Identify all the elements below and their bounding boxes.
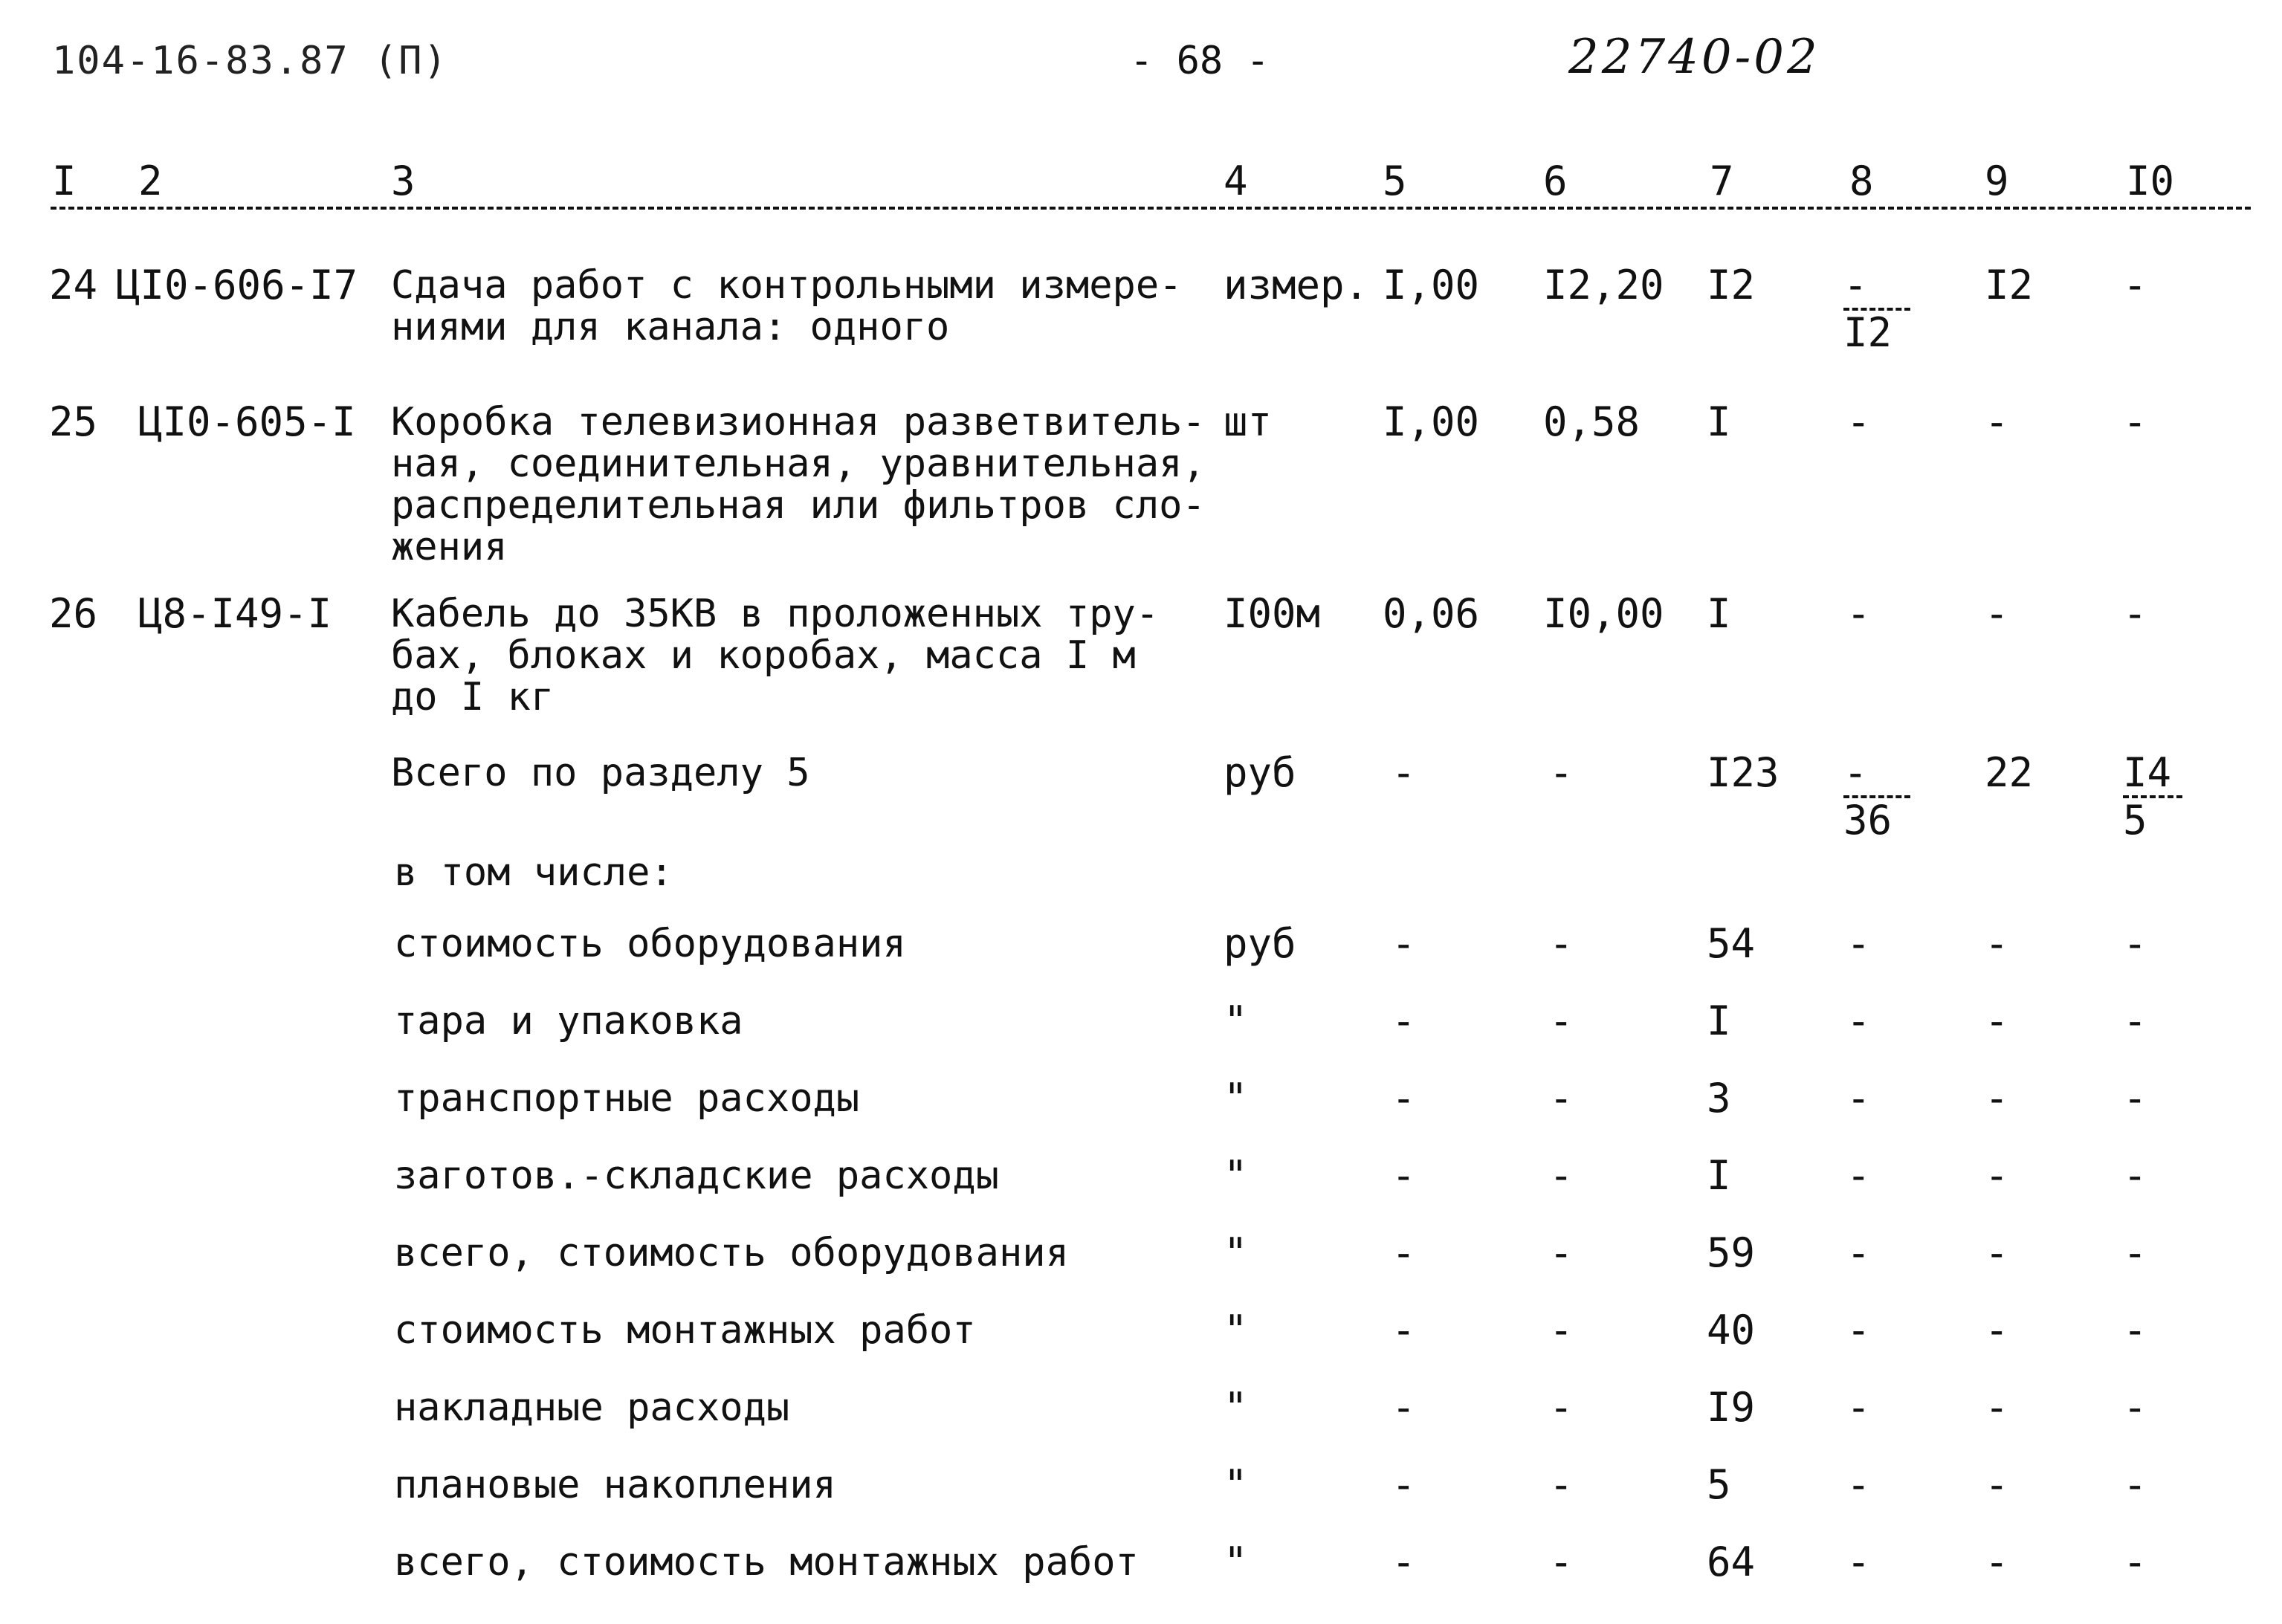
row-quantity: - [1391, 749, 1416, 796]
column-number: 2 [138, 158, 163, 204]
row-number: 24 [49, 262, 98, 308]
row-total: I23 [1707, 749, 1780, 796]
row-total: 3 [1707, 1075, 1731, 1122]
row-total: I [1707, 590, 1731, 637]
row-quantity: 0,06 [1383, 590, 1480, 637]
row-col8: - [1846, 1461, 1871, 1508]
column-number: 5 [1383, 158, 1407, 204]
breakdown-description: всего, стоимость монтажных работ [394, 1540, 1139, 1585]
breakdown-description: стоимость оборудования [394, 922, 906, 966]
row-quantity: I,00 [1383, 262, 1480, 308]
row-total: I [1707, 1152, 1731, 1199]
row-quantity: - [1391, 1075, 1416, 1122]
breakdown-description: тара и упаковка [394, 999, 743, 1044]
row-unit: измер. [1224, 262, 1369, 308]
row-unit: " [1224, 1307, 1248, 1353]
row-total: I [1707, 398, 1731, 445]
row-code: ЦI0-605-I [138, 398, 356, 445]
row-col10: - [2123, 398, 2147, 445]
row-quantity: - [1391, 1539, 1416, 1585]
row-unit-price: I0,00 [1543, 590, 1664, 637]
row-quantity: - [1391, 1229, 1416, 1276]
row-unit-price: - [1549, 1461, 1574, 1508]
row-unit: " [1224, 1152, 1248, 1199]
row-unit: " [1224, 1075, 1248, 1122]
row-col10: - [2123, 920, 2147, 967]
row-unit: " [1224, 1461, 1248, 1508]
header-dashed-rule [51, 207, 2251, 210]
row-total: 59 [1707, 1229, 1756, 1276]
row-col8: - [1846, 1307, 1871, 1353]
row-col8: - [1846, 398, 1871, 445]
row-unit: шт [1224, 398, 1273, 445]
row-col10: - [2123, 1075, 2147, 1122]
row-total: 5 [1707, 1461, 1731, 1508]
row-unit-price: - [1549, 997, 1574, 1044]
document-code: 104-16-83.87 (П) [52, 39, 448, 83]
row-total: 40 [1707, 1307, 1756, 1353]
row-total: I9 [1707, 1384, 1756, 1431]
row-col10: - [2123, 1307, 2147, 1353]
fraction-numerator: I4 [2123, 752, 2182, 798]
row-code: Ц8-I49-I [138, 590, 332, 637]
row-unit-price: - [1549, 1384, 1574, 1431]
row-total: I2 [1707, 262, 1756, 308]
breakdown-description: плановые накопления [394, 1463, 836, 1507]
document-number: 22740-02 [1568, 30, 1820, 85]
row-col10: - [2123, 997, 2147, 1044]
breakdown-description: всего, стоимость оборудования [394, 1231, 1069, 1275]
column-number: 6 [1543, 158, 1568, 204]
row-col8: - [1846, 1229, 1871, 1276]
row-col10: - [2123, 1384, 2147, 1431]
row-number: 26 [49, 590, 98, 637]
row-col8-fraction [1843, 262, 1910, 356]
column-number: 4 [1224, 158, 1248, 204]
row-number: 25 [49, 398, 98, 445]
column-number: 3 [391, 158, 416, 204]
row-quantity: - [1391, 920, 1416, 967]
row-description: Сдача работ с контрольными измере- ниями для канала: одного [391, 263, 1183, 349]
row-col9: - [1985, 1229, 2009, 1276]
row-unit: I00м [1224, 590, 1321, 637]
row-col9: - [1985, 1152, 2009, 1199]
row-col10: - [2123, 262, 2147, 308]
row-col8: - [1846, 1075, 1871, 1122]
row-col10: - [2123, 590, 2147, 637]
column-number: I0 [2126, 158, 2175, 204]
row-unit-price: - [1549, 1539, 1574, 1585]
row-unit: руб [1224, 920, 1296, 967]
row-unit: " [1224, 997, 1248, 1044]
row-unit-price: - [1549, 920, 1574, 967]
row-description: Кабель до 35КВ в проложенных тру- бах, блоках и коробах, масса I м до I кг [391, 592, 1160, 719]
row-unit-price: - [1549, 1307, 1574, 1353]
row-unit: " [1224, 1229, 1248, 1276]
page-number: - 68 - [1130, 39, 1270, 83]
column-number: 8 [1849, 158, 1874, 204]
section-total-label: Всего по разделу 5 [391, 751, 810, 795]
column-number: 9 [1985, 158, 2009, 204]
column-number: 7 [1710, 158, 1734, 204]
row-col9: - [1985, 1384, 2009, 1431]
row-quantity: - [1391, 1461, 1416, 1508]
breakdown-description: транспортные расходы [394, 1076, 860, 1121]
row-col9: - [1985, 920, 2009, 967]
column-number-row [0, 158, 2282, 210]
column-number: I [52, 158, 77, 204]
row-col9: - [1985, 1539, 2009, 1585]
row-col10: - [2123, 1229, 2147, 1276]
row-col9: - [1985, 997, 2009, 1044]
row-unit-price: - [1549, 1152, 1574, 1199]
row-col8-fraction [1843, 749, 1910, 844]
fraction-denominator: 36 [1843, 797, 1892, 844]
row-quantity: I,00 [1383, 398, 1480, 445]
row-col9: - [1985, 1075, 2009, 1122]
row-quantity: - [1391, 1307, 1416, 1353]
row-col9: - [1985, 590, 2009, 637]
row-col8: - [1846, 1384, 1871, 1431]
row-col9: - [1985, 1307, 2009, 1353]
row-col9: 22 [1985, 749, 2034, 796]
breakdown-description: заготов.-складские расходы [394, 1154, 999, 1198]
row-unit: " [1224, 1539, 1248, 1585]
row-col8: - [1846, 997, 1871, 1044]
fraction-denominator: I2 [1843, 309, 1892, 356]
row-quantity: - [1391, 997, 1416, 1044]
row-unit: " [1224, 1384, 1248, 1431]
row-unit: руб [1224, 749, 1296, 796]
row-col10: - [2123, 1539, 2147, 1585]
row-total: I [1707, 997, 1731, 1044]
row-col9: I2 [1985, 262, 2034, 308]
row-unit-price: - [1549, 1229, 1574, 1276]
row-col8: - [1846, 920, 1871, 967]
row-total: 54 [1707, 920, 1756, 967]
row-col8: - [1846, 1539, 1871, 1585]
row-description: Коробка телевизионная разветвитель- ная, соединительная, уравнительная, распределительная или фильтров сло- жения [391, 400, 1206, 569]
fraction-denominator: 5 [2123, 797, 2147, 844]
including-label: в том числе: [394, 850, 673, 895]
row-col8: - [1846, 1152, 1871, 1199]
row-col10: - [2123, 1461, 2147, 1508]
fraction-numerator: - [1843, 265, 1910, 311]
row-col10: - [2123, 1152, 2147, 1199]
row-unit-price: I2,20 [1543, 262, 1664, 308]
breakdown-description: стоимость монтажных работ [394, 1308, 976, 1353]
row-col9: - [1985, 398, 2009, 445]
row-col10-fraction [2123, 749, 2182, 844]
row-total: 64 [1707, 1539, 1756, 1585]
row-quantity: - [1391, 1384, 1416, 1431]
row-unit-price: - [1549, 749, 1574, 796]
row-code: ЦI0-606-I7 [116, 262, 358, 308]
row-col8: - [1846, 590, 1871, 637]
row-quantity: - [1391, 1152, 1416, 1199]
breakdown-description: накладные расходы [394, 1385, 790, 1430]
row-col9: - [1985, 1461, 2009, 1508]
fraction-numerator: - [1843, 752, 1910, 798]
row-unit-price: 0,58 [1543, 398, 1641, 445]
row-unit-price: - [1549, 1075, 1574, 1122]
